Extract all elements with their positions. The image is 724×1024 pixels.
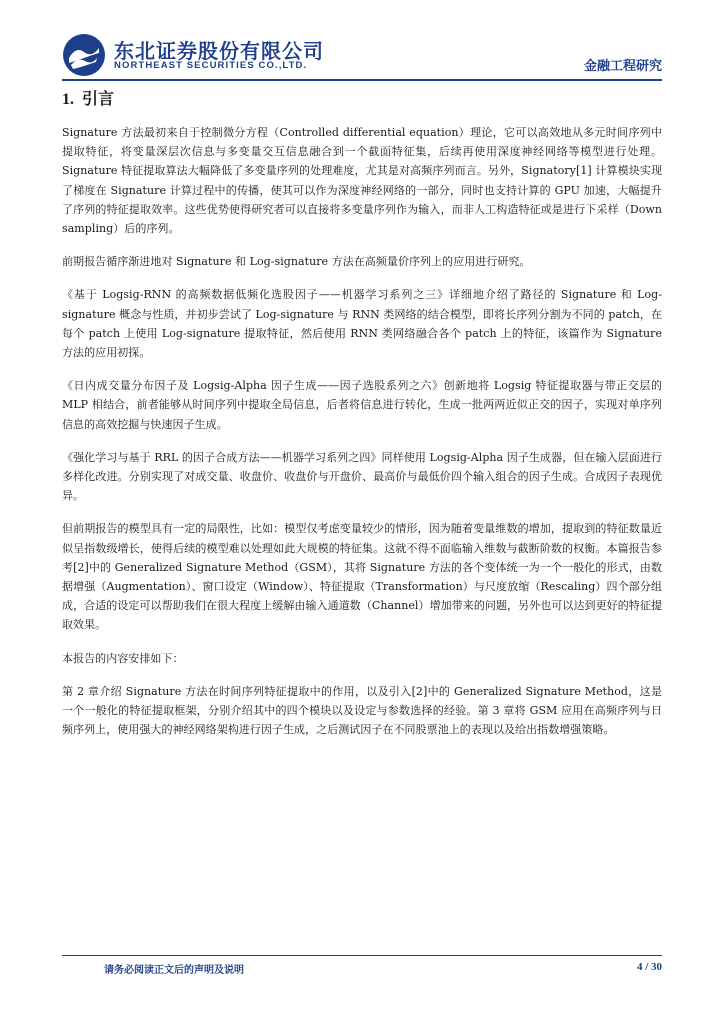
paragraph: 但前期报告的模型具有一定的局限性，比如：模型仅考虑变量较少的情形，因为随着变量维数的增加，提取到的特征数量近似呈指数级增长，使得后续的模型难以处理如此大规模的特征集。这就不得不面临输入维数与截断阶数的权衡。本篇报告参考[2]中的 Generalized Signature Method（GSM），其将 Signature 方法的各个变体统一为一个一般化的形式，由数据增强（Augmentation）、窗口设定（Window）、特征提取（Transformation）与尺度放缩（Rescaling）四个部分组成，合适的设定可以帮助我们在很大程度上缓解由输入通道数（Channel）增加带来的问题，另外也可以达到更好的特征提取效果。: [62, 522, 662, 632]
report-type: 金融工程研究: [583, 59, 662, 74]
paragraph: 《强化学习与基于 RRL 的因子合成方法——机器学习系列之四》同样使用 Logsig-Alpha 因子生成器，但在输入层面进行多样化改进。分别实现了对成交量、收盘价、收盘价与开盘价、最高价与最低价四个输入组合的因子生成。合成因子表现优异。: [62, 450, 662, 503]
northeast-securities-logo-icon: [62, 33, 106, 77]
section-number: 1.: [62, 91, 74, 108]
body-text: [62, 123, 662, 753]
footer-disclaimer: 请务必阅读正文后的声明及说明: [104, 965, 244, 976]
paragraph: 《日内成交量分布因子及 Logsig-Alpha 因子生成——因子选股系列之六》创新地将 Logsig 特征提取器与带正交层的 MLP 相结合，前者能够从时间序列中提取全局信息，后者将信息进行转化，生成一批两两近似正交的因子，实现对单序列信息的高效挖掘与快速因子生成。: [62, 379, 662, 431]
paragraph: 本报告的内容安排如下：: [62, 651, 184, 665]
header-divider: [62, 79, 662, 81]
paragraph: Signature 方法最初来自于控制微分方程（Controlled differential equation）理论，它可以高效地从多元时间序列中提取特征，将变量深层次信息与多变量交互信息融合到一个截面特征集，后续再使用深度神经网络等模型进行处理。Signature 特征提取算法大幅降低了多变量序列的处理难度，尤其是对高频序列而言。另外，Signatory[1] 计算模块实现了梯度在 Signature 计算过程中的传播，使其可以作为深度神经网络的一部分，同时也支持计算的 GPU 加速，大幅提升了序列的特征提取效率。这些优势使得研究者可以直接将多变量序列作为输入，而非人工构造特征或是进行下采样（Down sampling）后的序列。: [62, 126, 662, 236]
page-number: 4 / 30: [636, 961, 662, 973]
section-title: 引言: [82, 89, 115, 108]
paragraph: 前期报告循序渐进地对 Signature 和 Log-signature 方法在高频量价序列上的应用进行研究。: [62, 255, 531, 269]
page-header: [62, 33, 662, 77]
section-heading: [62, 86, 114, 109]
paragraph: 《基于 Logsig-RNN 的高频数据低频化选股因子——机器学习系列之三》详细地介绍了路径的 Signature 和 Log-signature 概念与性质，并初步尝试了 Log-signature 与 RNN 类网络的结合模型，即将长序列分割为不同的 patch，在每个 patch 上使用 Log-signature 提取特征，然后使用 RNN 类网络融合各个 patch 上的特征，该篇作为 Signature 方法的应用初探。: [62, 288, 662, 360]
company-name-cn: 东北证券股份有限公司: [114, 39, 324, 63]
footer-divider: [62, 955, 662, 956]
company-name-en: NORTHEAST SECURITIES CO.,LTD.: [114, 60, 308, 71]
paragraph: 第 2 章介绍 Signature 方法在时间序列特征提取中的作用，以及引入[2]中的 Generalized Signature Method，这是一个一般化的特征提取框架，分别介绍其中的四个模块以及设定与参数选择的经验。第 3 章将 GSM 应用在高频序列与日频序列上，使用强大的神经网络架构进行因子生成，之后测试因子在不同股票池上的表现以及给出指数增强策略。: [62, 684, 662, 737]
